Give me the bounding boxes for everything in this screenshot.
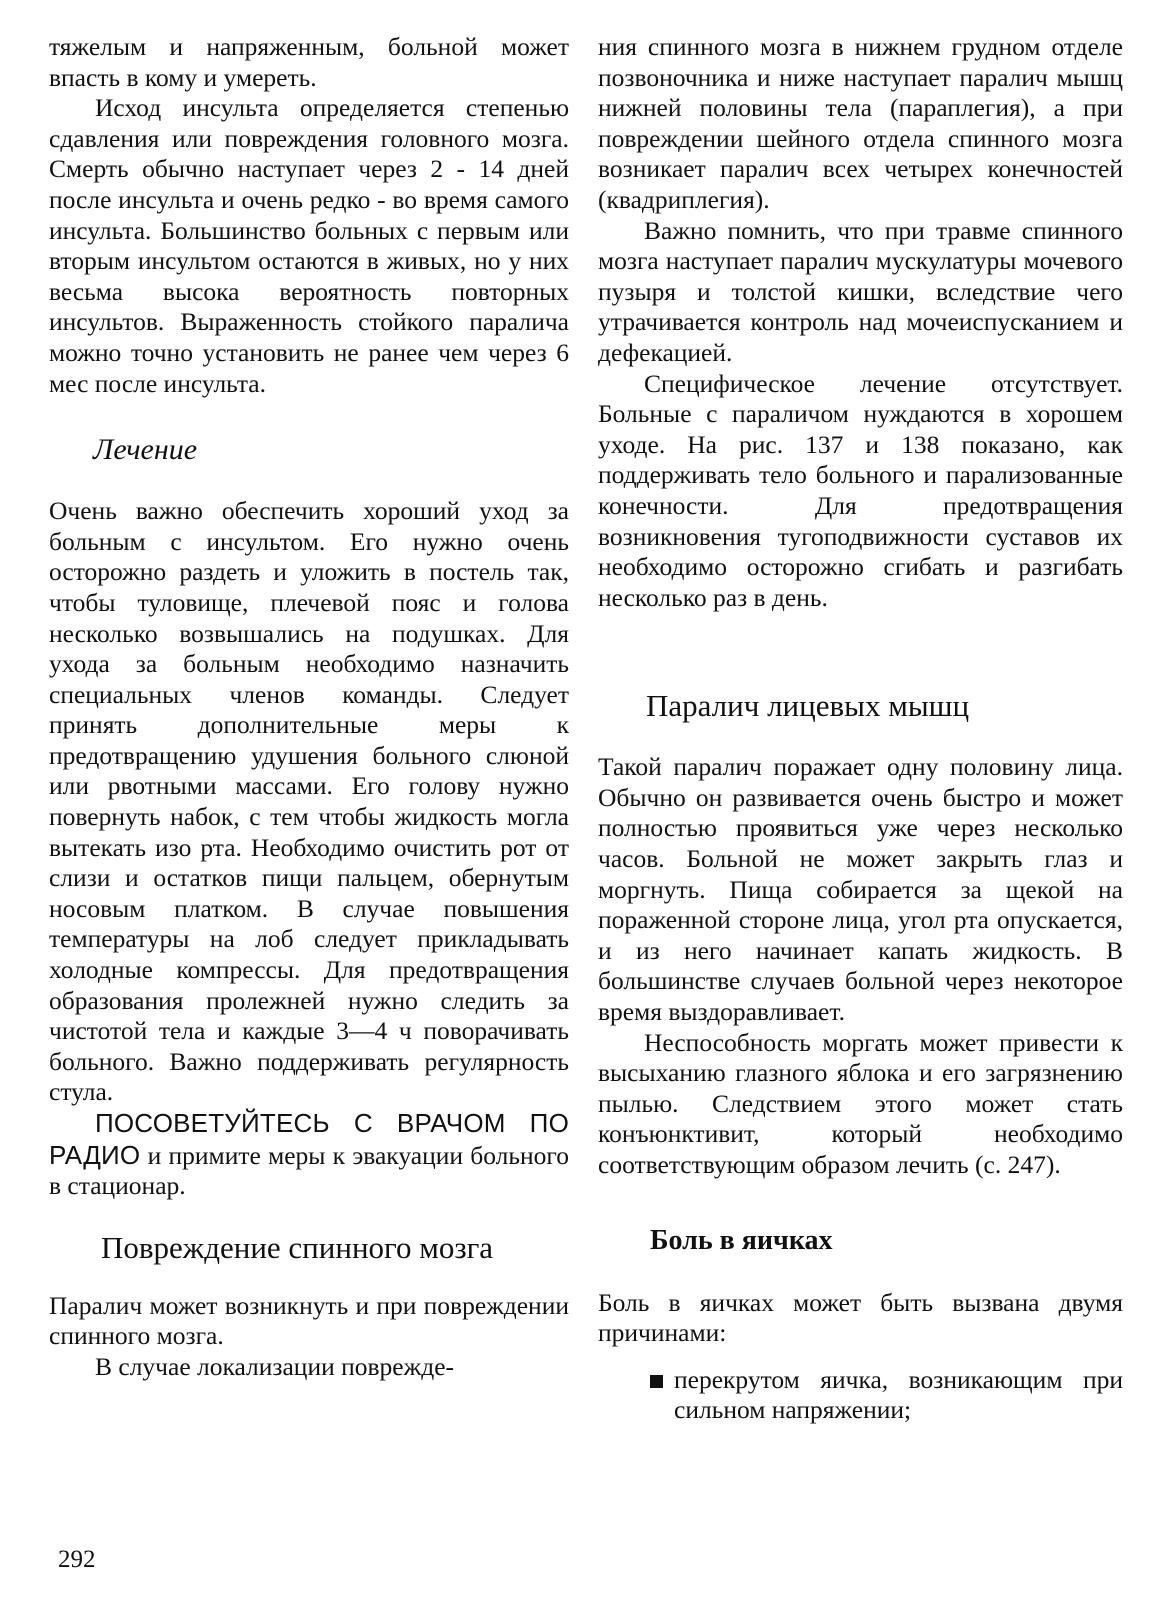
paragraph: Исход инсульта определяется степенью сдавления или повреждения головного мозга. Смерть обычно наступает через 2 - 14 дней после инсульта и очень редко - во время самого инсульта. Большинство больных с первым или вторым инсультом остаются в живых, но у них весьма высока вероятность повторных инсультов. Выраженность стойкого паралича можно точно установить не ранее чем через 6 мес после инсульта. <box>49 93 569 398</box>
paragraph: В случае локализации поврежде- <box>95 1351 455 1381</box>
paragraph: ния спинного мозга в нижнем грудном отделе позвоночника и ниже наступает паралич мышц нижней половины тела (параплегия), а при повреждении шейного отдела спинного мозга возникает паралич всех четырех конечностей (квадриплегия). <box>598 32 1123 214</box>
list-item-text: перекрутом яичка, возникающим при сильном напряжении; <box>674 1364 1123 1425</box>
paragraph: Боль в яичках может быть вызвана двумя причинами: <box>598 1287 1123 1348</box>
bullet-list <box>598 1365 1123 1426</box>
list-item <box>598 1365 1123 1426</box>
paragraph: тяжелым и напряженным, больной может впасть в кому и умереть. <box>49 32 569 92</box>
paragraph: Важно помнить, что при травме спинного мозга наступает паралич мускулатуры мочевого пузыря и толстой кишки, вследствие чего утрачивается контроль над мочеиспусканием и дефекацией. <box>598 215 1123 367</box>
section-heading-spinal: Повреждение спинного мозга <box>101 1229 494 1265</box>
page-number: 292 <box>58 1546 96 1573</box>
paragraph: Неспособность моргать может привести к высыханию глазного яблока и его загрязнению пылью. Следствием этого может стать конъюнктивит, который необходимо соответствующим образом лечить (с. 247). <box>598 1027 1123 1179</box>
paragraph: Паралич может возникнуть и при повреждении спинного мозга. <box>49 1290 569 1351</box>
section-heading-treatment: Лечение <box>93 433 198 467</box>
left-column <box>49 32 569 1383</box>
paragraph <box>49 1108 569 1202</box>
right-column <box>598 32 1123 1426</box>
paragraph: Такой паралич поражает одну половину лица. Обычно он развивается очень быстро и может полностью проявиться уже через несколько часов. Больной не может закрыть глаз и моргнуть. Пища собирается за щекой на пораженной стороне лица, угол рта опускается, и из него начинает капать жидкость. В большинстве случаев больной через некоторое время выздоравливает. <box>598 752 1123 1027</box>
paragraph: Очень важно обеспечить хороший уход за больным с инсультом. Его нужно очень осторожно раздеть и уложить в постель так, чтобы туловище, плечевой пояс и голова несколько возвышались на подушках. Для ухода за больным необходимо назначить специальных членов команды. Следует принять дополнительные меры к предотвращению удушения больного слюной или рвотными массами. Его голову нужно повернуть набок, с тем чтобы жидкость могла вытекать изо рта. Необходимо очистить рот от слизи и остатков пищи пальцем, обернутым носовым платком. В случае повышения температуры на лоб следует прикладывать холодные компрессы. Для предотвращения образования пролежней нужно следить за чистотой тела и каждые 3—4 ч поворачивать больного. Важно поддерживать регулярность стула. <box>49 496 569 1107</box>
square-bullet-icon <box>650 1375 663 1388</box>
section-heading-facial: Паралич лицевых мышц <box>646 688 970 724</box>
paragraph-text: и примите меры к эвакуации больного в стационар. <box>49 1140 569 1201</box>
paragraph: Специфическое лечение отсутствует. Больные с параличом нуждаются в хорошем уходе. На рис. 137 и 138 показано, как поддерживать тело больного и парализованные конечности. Для предотвращения возникновения тугоподвижности суставов их необходимо осторожно сгибать и разгибать несколько раз в день. <box>598 368 1123 612</box>
caps-text: ПОСОВЕТУЙТЕСЬ С ВРАЧОМ ПО РАДИО <box>49 1108 569 1170</box>
section-heading-testicle: Боль в яичках <box>650 1224 833 1256</box>
